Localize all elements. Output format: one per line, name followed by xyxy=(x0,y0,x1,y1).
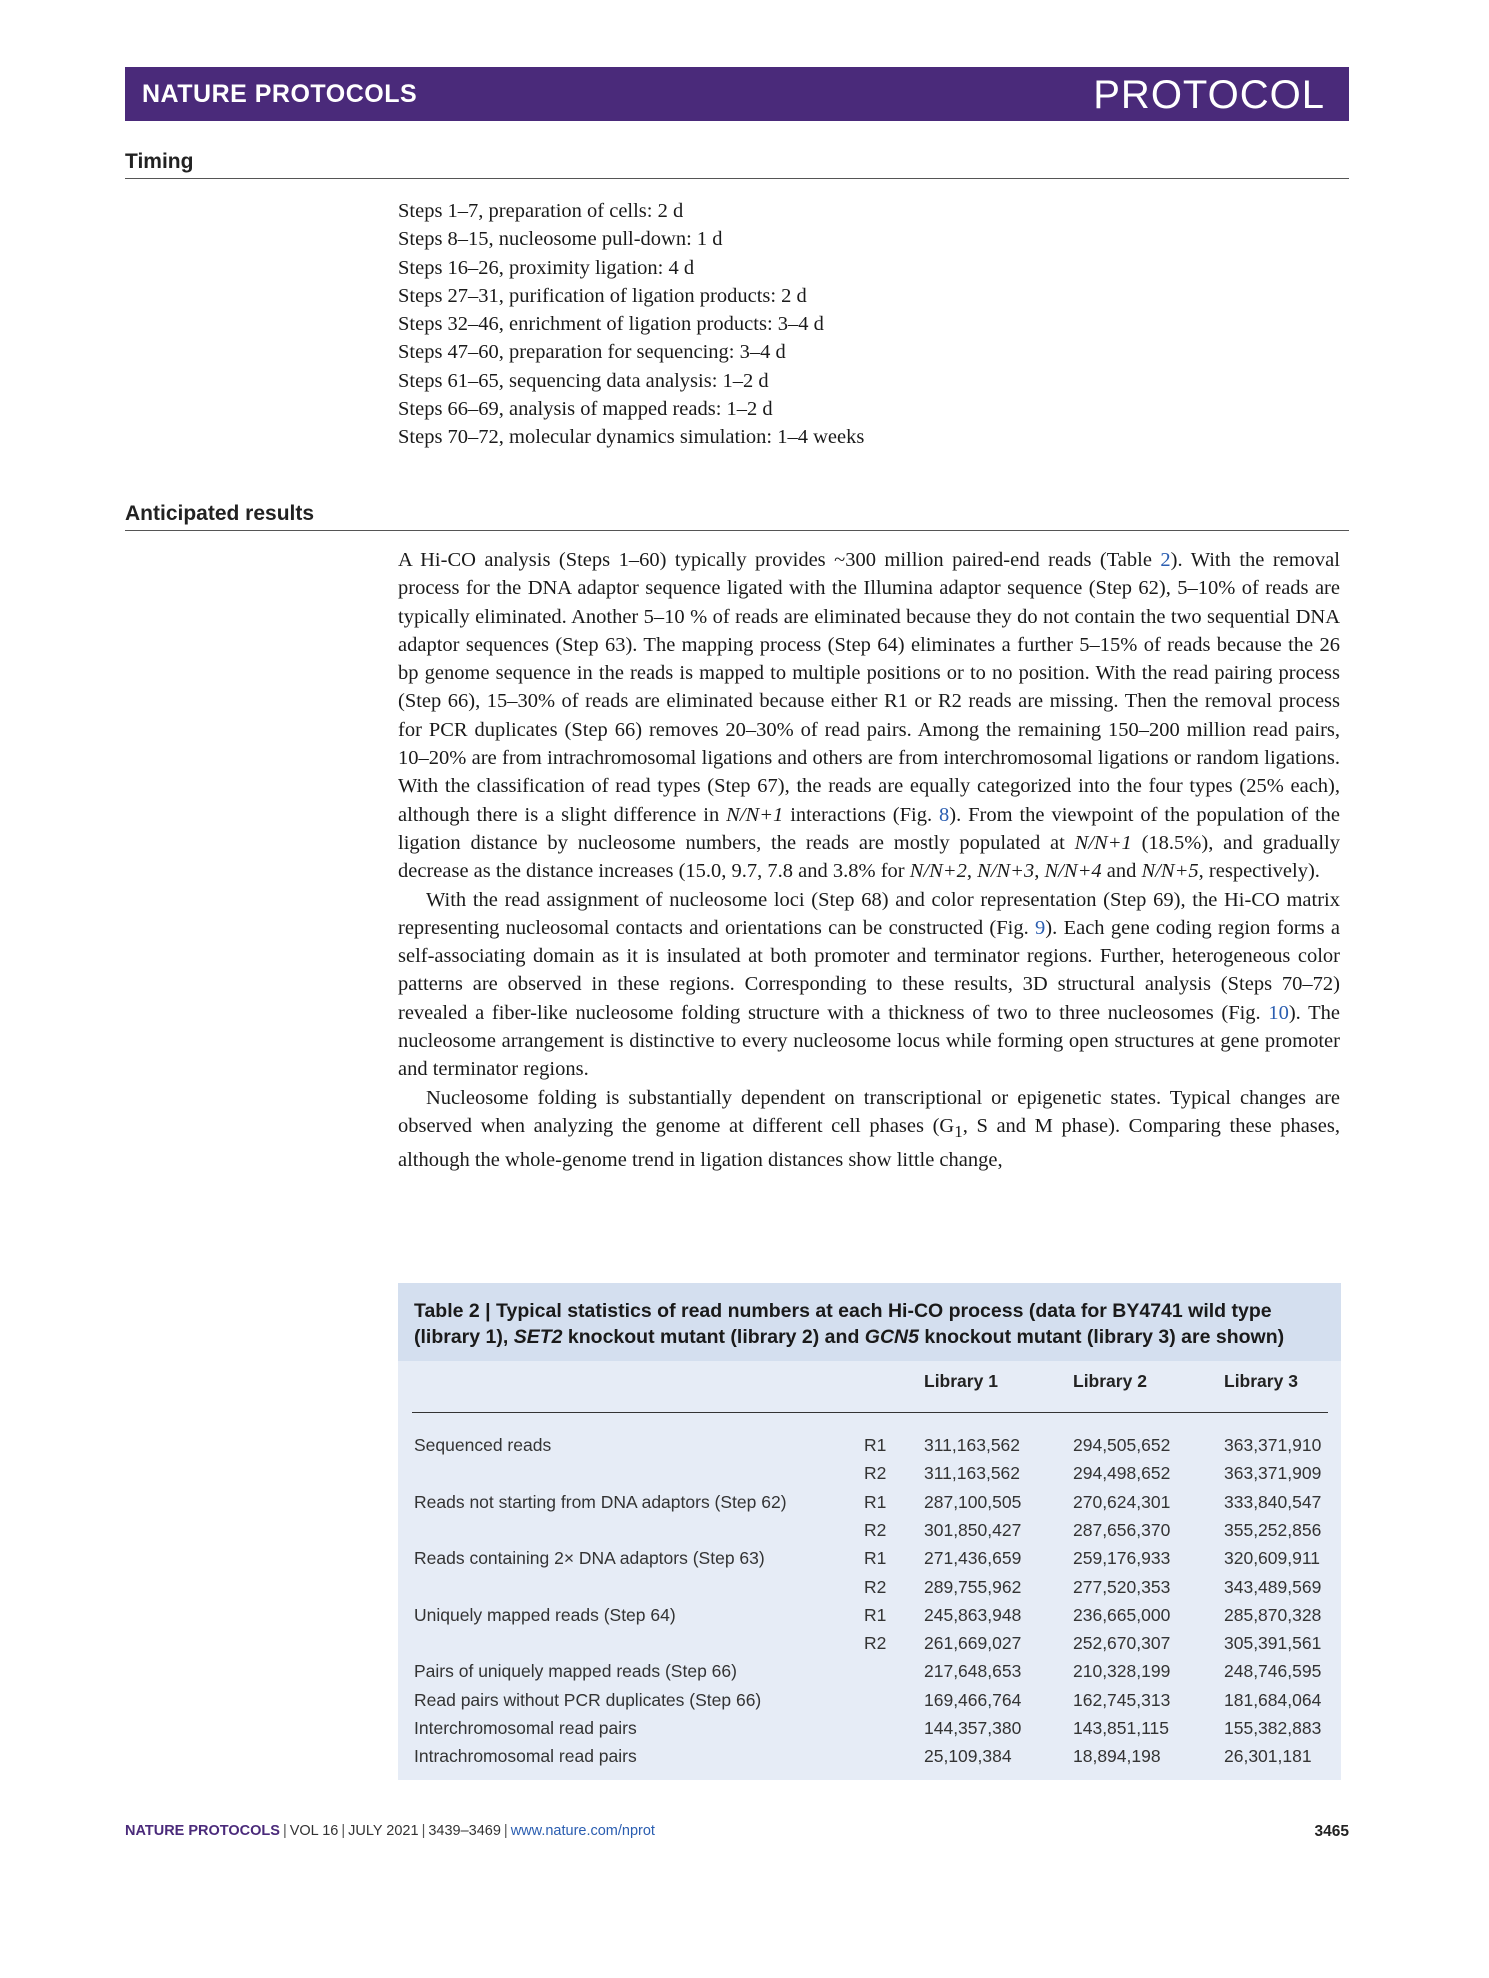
table-caption: Table 2 | Typical statistics of read numbers at each Hi-CO process (data for BY4741 wild type (library 1), SET2 knockout mutant (library 2) and GCN5 knockout mutant (library 3) are shown) xyxy=(414,1300,1285,1348)
library-1-value: 144,357,380 xyxy=(924,1718,1022,1738)
library-3-value: 248,746,595 xyxy=(1224,1661,1322,1682)
read-direction: R2 xyxy=(864,1633,887,1654)
read-direction: R1 xyxy=(864,1435,887,1455)
library-2-value: 294,498,652 xyxy=(1073,1463,1171,1484)
library-3-value: 181,684,064 xyxy=(1224,1689,1322,1710)
table-2 xyxy=(398,1283,1341,1780)
row-label: Intrachromosomal read pairs xyxy=(414,1746,637,1767)
figure-9-link[interactable]: 9 xyxy=(1035,916,1046,939)
library-2-value: 277,520,353 xyxy=(1073,1576,1171,1597)
library-3-value: 363,371,910 xyxy=(1224,1435,1322,1455)
table-row xyxy=(398,1746,1341,1774)
library-2-value: 294,505,652 xyxy=(1073,1435,1171,1455)
library-2-value: 287,656,370 xyxy=(1073,1519,1171,1540)
library-1-value: 25,109,384 xyxy=(924,1746,1012,1767)
results-paragraph-1: A Hi-CO analysis (Steps 1–60) typically provides ~300 million paired-end reads (Table 2). With the removal process for the DNA adaptor sequence ligated with the Illumina adaptor sequence (Step 62), 5–10% of reads are typically eliminated. Another 5–10 % of reads are eliminated because they do not contain the two sequential DNA adaptor sequences (Step 63). The mapping process (Step 64) eliminates a further 5–15% of reads because the 26 bp genome sequence in the reads is mapped to multiple positions or to no position. With the read pairing process (Step 66), 15–30% of reads are eliminated because either R1 or R2 reads are missing. Then the removal process for PCR duplicates (Step 66) removes 20–30% of read pairs. Among the remaining 150–200 million read pairs, 10–20% are from intrachromosomal ligations and others are from interchromosomal ligations or random ligations. With the classification of read types (Step 67), the reads are equally categorized into the four types (25% each), although there is a slight difference in N/N+1 interactions (Fig. 8). From the viewpoint of the population of the ligation distance by nucleosome numbers, the reads are mostly populated at N/N+1 (18.5%), and gradually decrease as the distance increases (15.0, 9.7, 7.8 and 3.8% for N/N+2, N/N+3, N/N+4 and N/N+5, respectively). xyxy=(398,549,1340,883)
results-body xyxy=(398,546,1340,1175)
library-1-value: 261,669,027 xyxy=(924,1633,1022,1654)
read-direction: R1 xyxy=(864,1491,887,1512)
footer-url-link[interactable]: www.nature.com/nprot xyxy=(510,1823,655,1839)
table-row xyxy=(398,1492,1341,1520)
read-direction: R2 xyxy=(864,1519,887,1540)
article-type: PROTOCOL xyxy=(1093,73,1325,117)
library-3-value: 285,870,328 xyxy=(1224,1604,1322,1625)
page-footer: NATURE PROTOCOLS | VOL 16 | JULY 2021 | 3439–3469 | www.nature.com/nprot 3465 xyxy=(125,1823,1349,1840)
journal-banner xyxy=(125,67,1349,121)
journal-name: NATURE PROTOCOLS xyxy=(142,80,418,108)
table-row xyxy=(398,1435,1341,1463)
library-2-value: 252,670,307 xyxy=(1073,1633,1171,1654)
read-direction: R1 xyxy=(864,1604,887,1625)
timing-item: Steps 70–72, molecular dynamics simulation: 1–4 weeks xyxy=(398,426,865,449)
timing-list xyxy=(398,197,1198,452)
footer-pages: 3439–3469 xyxy=(428,1823,501,1839)
table-row xyxy=(398,1577,1341,1605)
table-row xyxy=(398,1661,1341,1689)
library-3-value: 155,382,883 xyxy=(1224,1718,1322,1738)
read-direction: R2 xyxy=(864,1463,887,1484)
row-label: Read pairs without PCR duplicates (Step 66) xyxy=(414,1689,762,1710)
library-3-value: 363,371,909 xyxy=(1224,1463,1322,1484)
page-number: 3465 xyxy=(1314,1823,1349,1840)
figure-8-link[interactable]: 8 xyxy=(939,803,950,826)
row-label: Interchromosomal read pairs xyxy=(414,1718,637,1738)
table-row xyxy=(398,1690,1341,1718)
library-2-value: 259,176,933 xyxy=(1073,1548,1171,1569)
library-2-value: 236,665,000 xyxy=(1073,1604,1171,1625)
read-direction: R2 xyxy=(864,1576,887,1597)
footer-volume: VOL 16 xyxy=(289,1823,339,1839)
column-header-library-3: Library 3 xyxy=(1224,1371,1298,1391)
library-1-value: 271,436,659 xyxy=(924,1548,1022,1569)
results-paragraph-3: Nucleosome folding is substantially dependent on transcriptional or epigenetic states. Typical changes are observed when analyzing the genome at different cell phases ($G_1$, S and M phase). Comparing these phases, although the whole-genome trend in ligation distances show little change, xyxy=(398,1086,1340,1172)
table-row xyxy=(398,1548,1341,1576)
library-1-value: 301,850,427 xyxy=(924,1519,1022,1540)
library-3-value: 305,391,561 xyxy=(1224,1633,1322,1654)
table-header-rule xyxy=(412,1412,1328,1413)
column-header-library-2: Library 2 xyxy=(1073,1371,1147,1391)
table-row xyxy=(398,1633,1341,1661)
timing-item: Steps 8–15, nucleosome pull-down: 1 d xyxy=(398,228,723,251)
timing-item: Steps 1–7, preparation of cells: 2 d xyxy=(398,200,684,222)
table-row xyxy=(398,1463,1341,1491)
library-3-value: 26,301,181 xyxy=(1224,1746,1312,1767)
table-row xyxy=(398,1520,1341,1548)
results-heading: Anticipated results xyxy=(125,502,1349,531)
library-1-value: 217,648,653 xyxy=(924,1661,1022,1682)
table-row xyxy=(398,1605,1341,1633)
library-2-value: 162,745,313 xyxy=(1073,1689,1171,1710)
row-label: Pairs of uniquely mapped reads (Step 66) xyxy=(414,1661,737,1682)
library-2-value: 210,328,199 xyxy=(1073,1661,1171,1682)
row-label: Reads containing 2× DNA adaptors (Step 63) xyxy=(414,1548,765,1569)
timing-item: Steps 32–46, enrichment of ligation products: 3–4 d xyxy=(398,313,824,336)
library-2-value: 18,894,198 xyxy=(1073,1746,1161,1767)
library-3-value: 355,252,856 xyxy=(1224,1519,1322,1540)
library-1-value: 311,163,562 xyxy=(924,1435,1021,1455)
library-1-value: 311,163,562 xyxy=(924,1463,1021,1484)
library-1-value: 245,863,948 xyxy=(924,1604,1022,1625)
library-1-value: 287,100,505 xyxy=(924,1491,1022,1512)
figure-10-link[interactable]: 10 xyxy=(1268,1001,1289,1024)
library-2-value: 270,624,301 xyxy=(1073,1491,1171,1512)
library-1-value: 169,466,764 xyxy=(924,1689,1022,1710)
footer-journal: NATURE PROTOCOLS xyxy=(125,1823,280,1839)
row-label: Reads not starting from DNA adaptors (Step 62) xyxy=(414,1491,787,1512)
timing-item: Steps 27–31, purification of ligation products: 2 d xyxy=(398,284,807,307)
timing-item: Steps 61–65, sequencing data analysis: 1–2 d xyxy=(398,369,769,392)
library-3-value: 320,609,911 xyxy=(1224,1548,1321,1569)
read-direction: R1 xyxy=(864,1548,887,1569)
table-row xyxy=(398,1718,1341,1746)
library-3-value: 333,840,547 xyxy=(1224,1491,1322,1512)
table-2-link[interactable]: 2 xyxy=(1160,549,1171,571)
library-2-value: 143,851,115 xyxy=(1073,1718,1170,1738)
column-header-library-1: Library 1 xyxy=(924,1371,998,1391)
row-label: Uniquely mapped reads (Step 64) xyxy=(414,1604,676,1625)
timing-heading: Timing xyxy=(125,150,1349,179)
timing-item: Steps 16–26, proximity ligation: 4 d xyxy=(398,256,695,279)
results-paragraph-2: With the read assignment of nucleosome loci (Step 68) and color representation (Step 69), the Hi-CO matrix representing nucleosomal contacts and orientations can be constructed (Fig. 9). Each gene coding region forms a self-associating domain as it is insulated at both promoter and terminator regions. Further, heterogeneous color patterns are observed in these regions. Corresponding to these results, 3D structural analysis (Steps 70–72) revealed a fiber-like nucleosome folding structure with a thickness of two to three nucleosomes (Fig. 10). The nucleosome arrangement is distinctive to every nucleosome locus while forming open structures at gene promoter and terminator regions. xyxy=(398,888,1341,1081)
row-label: Sequenced reads xyxy=(414,1435,552,1455)
timing-item: Steps 66–69, analysis of mapped reads: 1–2 d xyxy=(398,398,773,421)
library-1-value: 289,755,962 xyxy=(924,1576,1022,1597)
timing-item: Steps 47–60, preparation for sequencing: 3–4 d xyxy=(398,341,786,364)
library-3-value: 343,489,569 xyxy=(1224,1576,1322,1597)
footer-date: JULY 2021 xyxy=(348,1823,419,1839)
